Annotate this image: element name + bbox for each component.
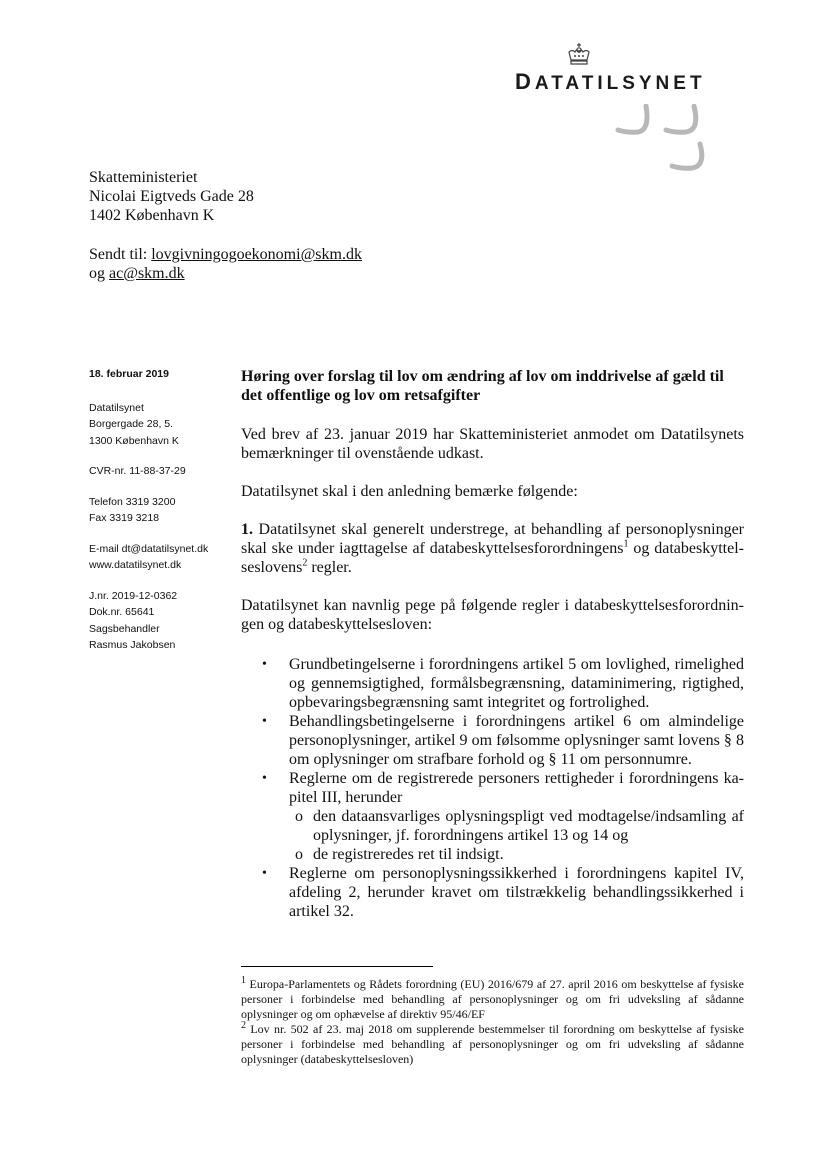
recipient-city: 1402 København K [89, 207, 215, 224]
bullet-icon: • [262, 657, 267, 672]
logo-wordmark [515, 69, 706, 95]
logo-first-letter: D [515, 69, 535, 94]
list-item-text: Behandlingsbetingelserne i forordningens artikel 6 om almindelige personoplysninger, artikel 9 om følsomme oplysninger samt lovens § 8 om oplysninger om strafbare forhold og § 11 om personnumre. [289, 713, 744, 768]
sub-list-item [289, 845, 744, 864]
list-item [241, 769, 744, 864]
sub-list-item [289, 807, 744, 845]
paragraph-1-text-a: Datatilsynet skal generelt understrege, at behandling af personoplysninger skal ske under iagttagelse af databeskyttelsesforordningens [241, 521, 744, 557]
email-link-secondary[interactable]: ac@skm.dk [109, 265, 185, 282]
footnote-1 [241, 977, 744, 1022]
list-item-text: Reglerne om personoplysningssikkerhed i forordningens kapitel IV, afdeling 2, herunder kravet om tilstrækkelig behandlingssikkerhed i artikel 32. [289, 865, 744, 920]
footnote-2 [241, 1022, 744, 1067]
sender-city: 1300 København K [89, 434, 179, 447]
sender-street: Borgergade 28, 5. [89, 418, 174, 430]
journal-number: J.nr. 2019-12-0362 [89, 589, 178, 602]
sender-org: Datatilsynet [89, 401, 144, 414]
sub-list-item-text: den dataansvarliges oplysningspligt ved modtagelse/indsamling af oplysninger, jf. forordningens artikel 13 og 14 og [313, 808, 744, 844]
footnotes [241, 977, 744, 1067]
sender-phone: Telefon 3319 3200 [89, 495, 176, 508]
recipient-address [89, 168, 254, 225]
list-item [241, 864, 744, 921]
list-item-text: Grundbetingelserne i forordningens artikel 5 om lovlighed, rimelighed og gennemsigtighed, formålsbegrænsning, dataminimering, rigtighed, opbevaringsbegrænsning samt integritet og fortrolighed. [289, 656, 744, 711]
sender-email: E-mail dt@datatilsynet.dk [89, 542, 209, 555]
footnote-divider [241, 966, 433, 967]
bullet-icon: • [262, 771, 267, 786]
recipient-name: Skatteministeriet [89, 169, 198, 186]
paragraph-intro: Ved brev af 23. januar 2019 har Skatteministeriet anmodet om Datatilsynets bemærkninger til ovenstående udkast. [241, 426, 744, 462]
letter-body [241, 425, 744, 921]
sub-list [289, 807, 744, 864]
sent-to-label: Sendt til: [89, 246, 148, 263]
sub-list-item-text: de registreredes ret til indsigt. [313, 846, 504, 863]
footnote-ref-1: 1 [623, 538, 629, 550]
footnote-mark: 2 [241, 1020, 246, 1031]
paragraph-rules-intro: Datatilsynet kan navnlig pege på følgende regler i databeskyttelsesforordningen og databeskyttelsesloven: [241, 597, 744, 633]
sent-to-and: og [89, 265, 105, 282]
bullet-icon: • [262, 866, 267, 881]
case-handler-label: Sagsbehandler [89, 622, 160, 635]
sender-web: www.datatilsynet.dk [89, 559, 182, 571]
paragraph-1-text-b: og databeskyttelseslovens [241, 540, 744, 576]
list-item [241, 655, 744, 712]
crown-logo-icon [566, 42, 592, 66]
case-handler-name: Rasmus Jakobsen [89, 639, 176, 651]
logo-rest-letters: ATATILSYNET [534, 73, 706, 94]
paragraph-number: 1. [241, 521, 253, 538]
footnote-text: Europa-Parlamentets og Rådets forordning (EU) 2016/679 af 27. april 2016 om beskyttelse af fysiske personer i forbindelse med behandling af personoplysninger og om fri udveksling af sådanne oplysninger og om ophævelse af direktiv 95/46/EF [241, 977, 744, 1021]
email-link-primary[interactable]: lovgivningogoekonomi@skm.dk [151, 246, 362, 263]
list-item-text: Reglerne om de registrerede personers rettigheder i forordningens kapitel III, herunder [289, 770, 744, 806]
sender-fax: Fax 3319 3218 [89, 512, 160, 524]
bullet-icon: • [262, 714, 267, 729]
paragraph-remark: Datatilsynet skal i den anledning bemærke følgende: [241, 483, 578, 500]
footnote-mark: 1 [241, 975, 246, 986]
footnote-ref-2: 2 [302, 557, 308, 569]
sidebar-info [89, 366, 239, 654]
letter-date: 18. februar 2019 [89, 368, 169, 380]
letter-title: Høring over forslag til lov om ændring af lov om inddrivelse af gæld til det offentlige og lov om retsafgifter [241, 368, 724, 404]
footnote-text: Lov nr. 502 af 23. maj 2018 om supplerende bestemmelser til forordning om beskyttelse af fysiske personer i forbindelse med behandling af personoplysninger og om fri udveksling af sådanne oplysninger (databeskyttelsesloven) [241, 1022, 744, 1066]
decorative-hooks-icon [612, 104, 712, 180]
paragraph-1 [241, 520, 744, 577]
list-item [241, 712, 744, 769]
paragraph-1-text-c: regler. [307, 559, 352, 576]
sender-cvr: CVR-nr. 11-88-37-29 [89, 465, 186, 477]
document-number: Dok.nr. 65641 [89, 606, 155, 618]
sub-bullet-icon: o [295, 846, 303, 863]
rules-list [241, 655, 744, 921]
sent-to-block [89, 245, 362, 283]
recipient-street: Nicolai Eigtveds Gade 28 [89, 188, 254, 205]
sub-bullet-icon: o [295, 808, 303, 825]
